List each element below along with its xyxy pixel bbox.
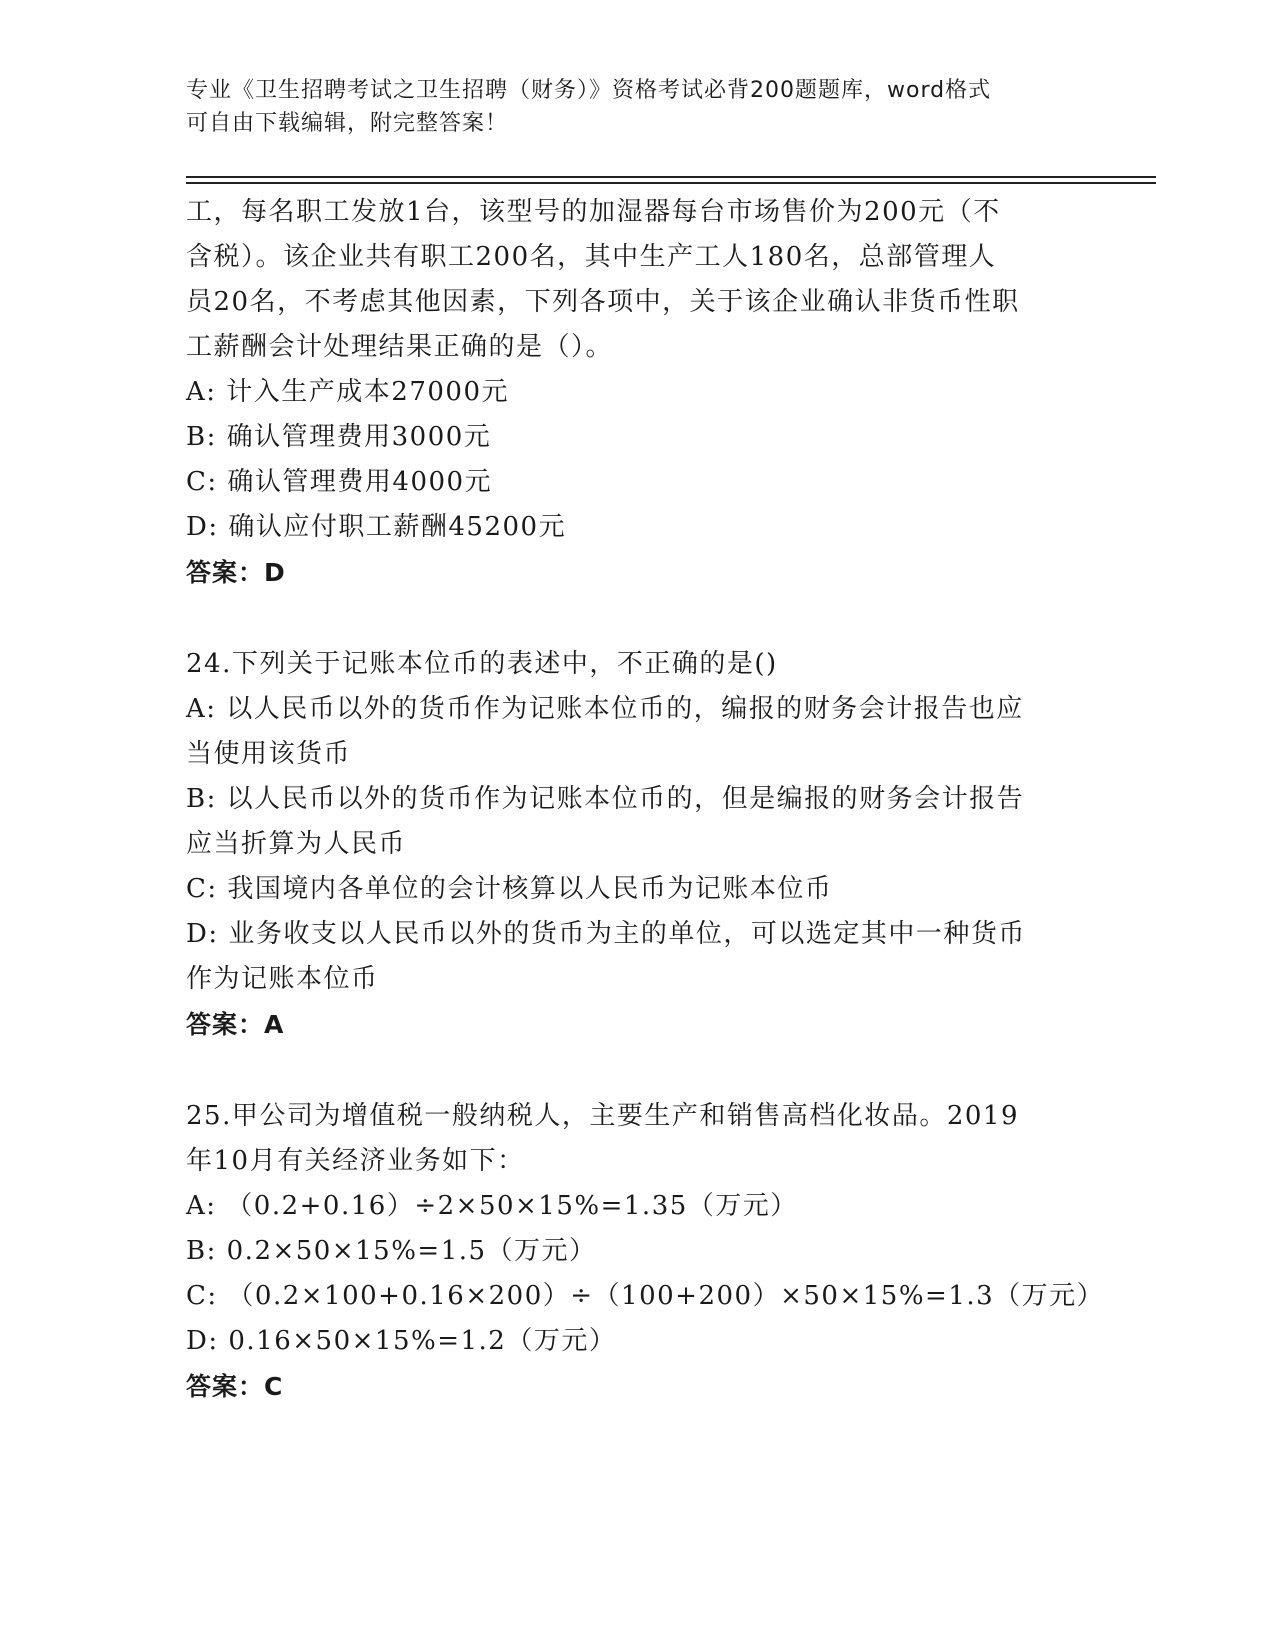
option-b-line-1: B: 以人民币以外的货币作为记账本位币的，但是编报的财务会计报告 bbox=[186, 784, 1025, 814]
option-c: C: 确认管理费用4000元 bbox=[186, 467, 493, 497]
header-divider-bottom bbox=[186, 182, 1156, 184]
option-a-line-1: A: 以人民币以外的货币作为记账本位币的，编报的财务会计报告也应 bbox=[186, 694, 1024, 724]
spacer bbox=[186, 1047, 1086, 1094]
questions-body bbox=[186, 190, 1105, 1409]
header-divider-top bbox=[186, 176, 1156, 178]
option-d: D: 确认应付职工薪酬45200元 bbox=[186, 512, 567, 542]
question-24 bbox=[186, 642, 1086, 1047]
answer-label: 答案：D bbox=[186, 558, 286, 587]
question-stem-line: 含税）。该企业共有职工200名，其中生产工人180名，总部管理人 bbox=[186, 242, 997, 272]
header-title-line-2: 可自由下载编辑，附完整答案！ bbox=[186, 111, 509, 136]
document-header bbox=[186, 74, 1086, 140]
option-b-line-2: 应当折算为人民币 bbox=[186, 829, 407, 859]
question-stem-line: 25.甲公司为增值税一般纳税人，主要生产和销售高档化妆品。2019 bbox=[186, 1101, 1020, 1131]
option-b: B: 确认管理费用3000元 bbox=[186, 422, 492, 452]
question-23 bbox=[186, 190, 1086, 595]
question-stem-line: 年10月有关经济业务如下： bbox=[186, 1146, 525, 1176]
option-a-line-2: 当使用该货币 bbox=[186, 739, 352, 769]
spacer bbox=[186, 595, 1086, 642]
question-stem-line: 员20名，不考虑其他因素，下列各项中，关于该企业确认非货币性职 bbox=[186, 287, 1020, 317]
option-d-line-1: D: 业务收支以人民币以外的货币为主的单位，可以选定其中一种货币 bbox=[186, 919, 1026, 949]
question-25 bbox=[186, 1094, 1105, 1409]
answer-label: 答案：C bbox=[186, 1372, 284, 1401]
option-d: D: 0.16×50×15%=1.2（万元） bbox=[186, 1326, 617, 1356]
header-title-line-1: 专业《卫生招聘考试之卫生招聘（财务）》资格考试必背200题题库，word格式 bbox=[186, 78, 992, 103]
question-stem-line: 工薪酬会计处理结果正确的是（）。 bbox=[186, 332, 614, 362]
option-c: C: （0.2×100+0.16×200）÷（100+200）×50×15%=1.3（万元） bbox=[186, 1281, 1105, 1311]
answer-label: 答案：A bbox=[186, 1010, 285, 1039]
question-stem-line: 24.下列关于记账本位币的表述中，不正确的是() bbox=[186, 649, 778, 679]
option-a: A: 计入生产成本27000元 bbox=[186, 377, 510, 407]
option-a: A: （0.2+0.16）÷2×50×15%=1.35（万元） bbox=[186, 1191, 798, 1221]
option-c: C: 我国境内各单位的会计核算以人民币为记账本位币 bbox=[186, 874, 833, 904]
option-d-line-2: 作为记账本位币 bbox=[186, 964, 379, 994]
option-b: B: 0.2×50×15%=1.5（万元） bbox=[186, 1236, 597, 1266]
question-stem-line: 工，每名职工发放1台，该型号的加湿器每台市场售价为200元（不 bbox=[186, 197, 1001, 227]
